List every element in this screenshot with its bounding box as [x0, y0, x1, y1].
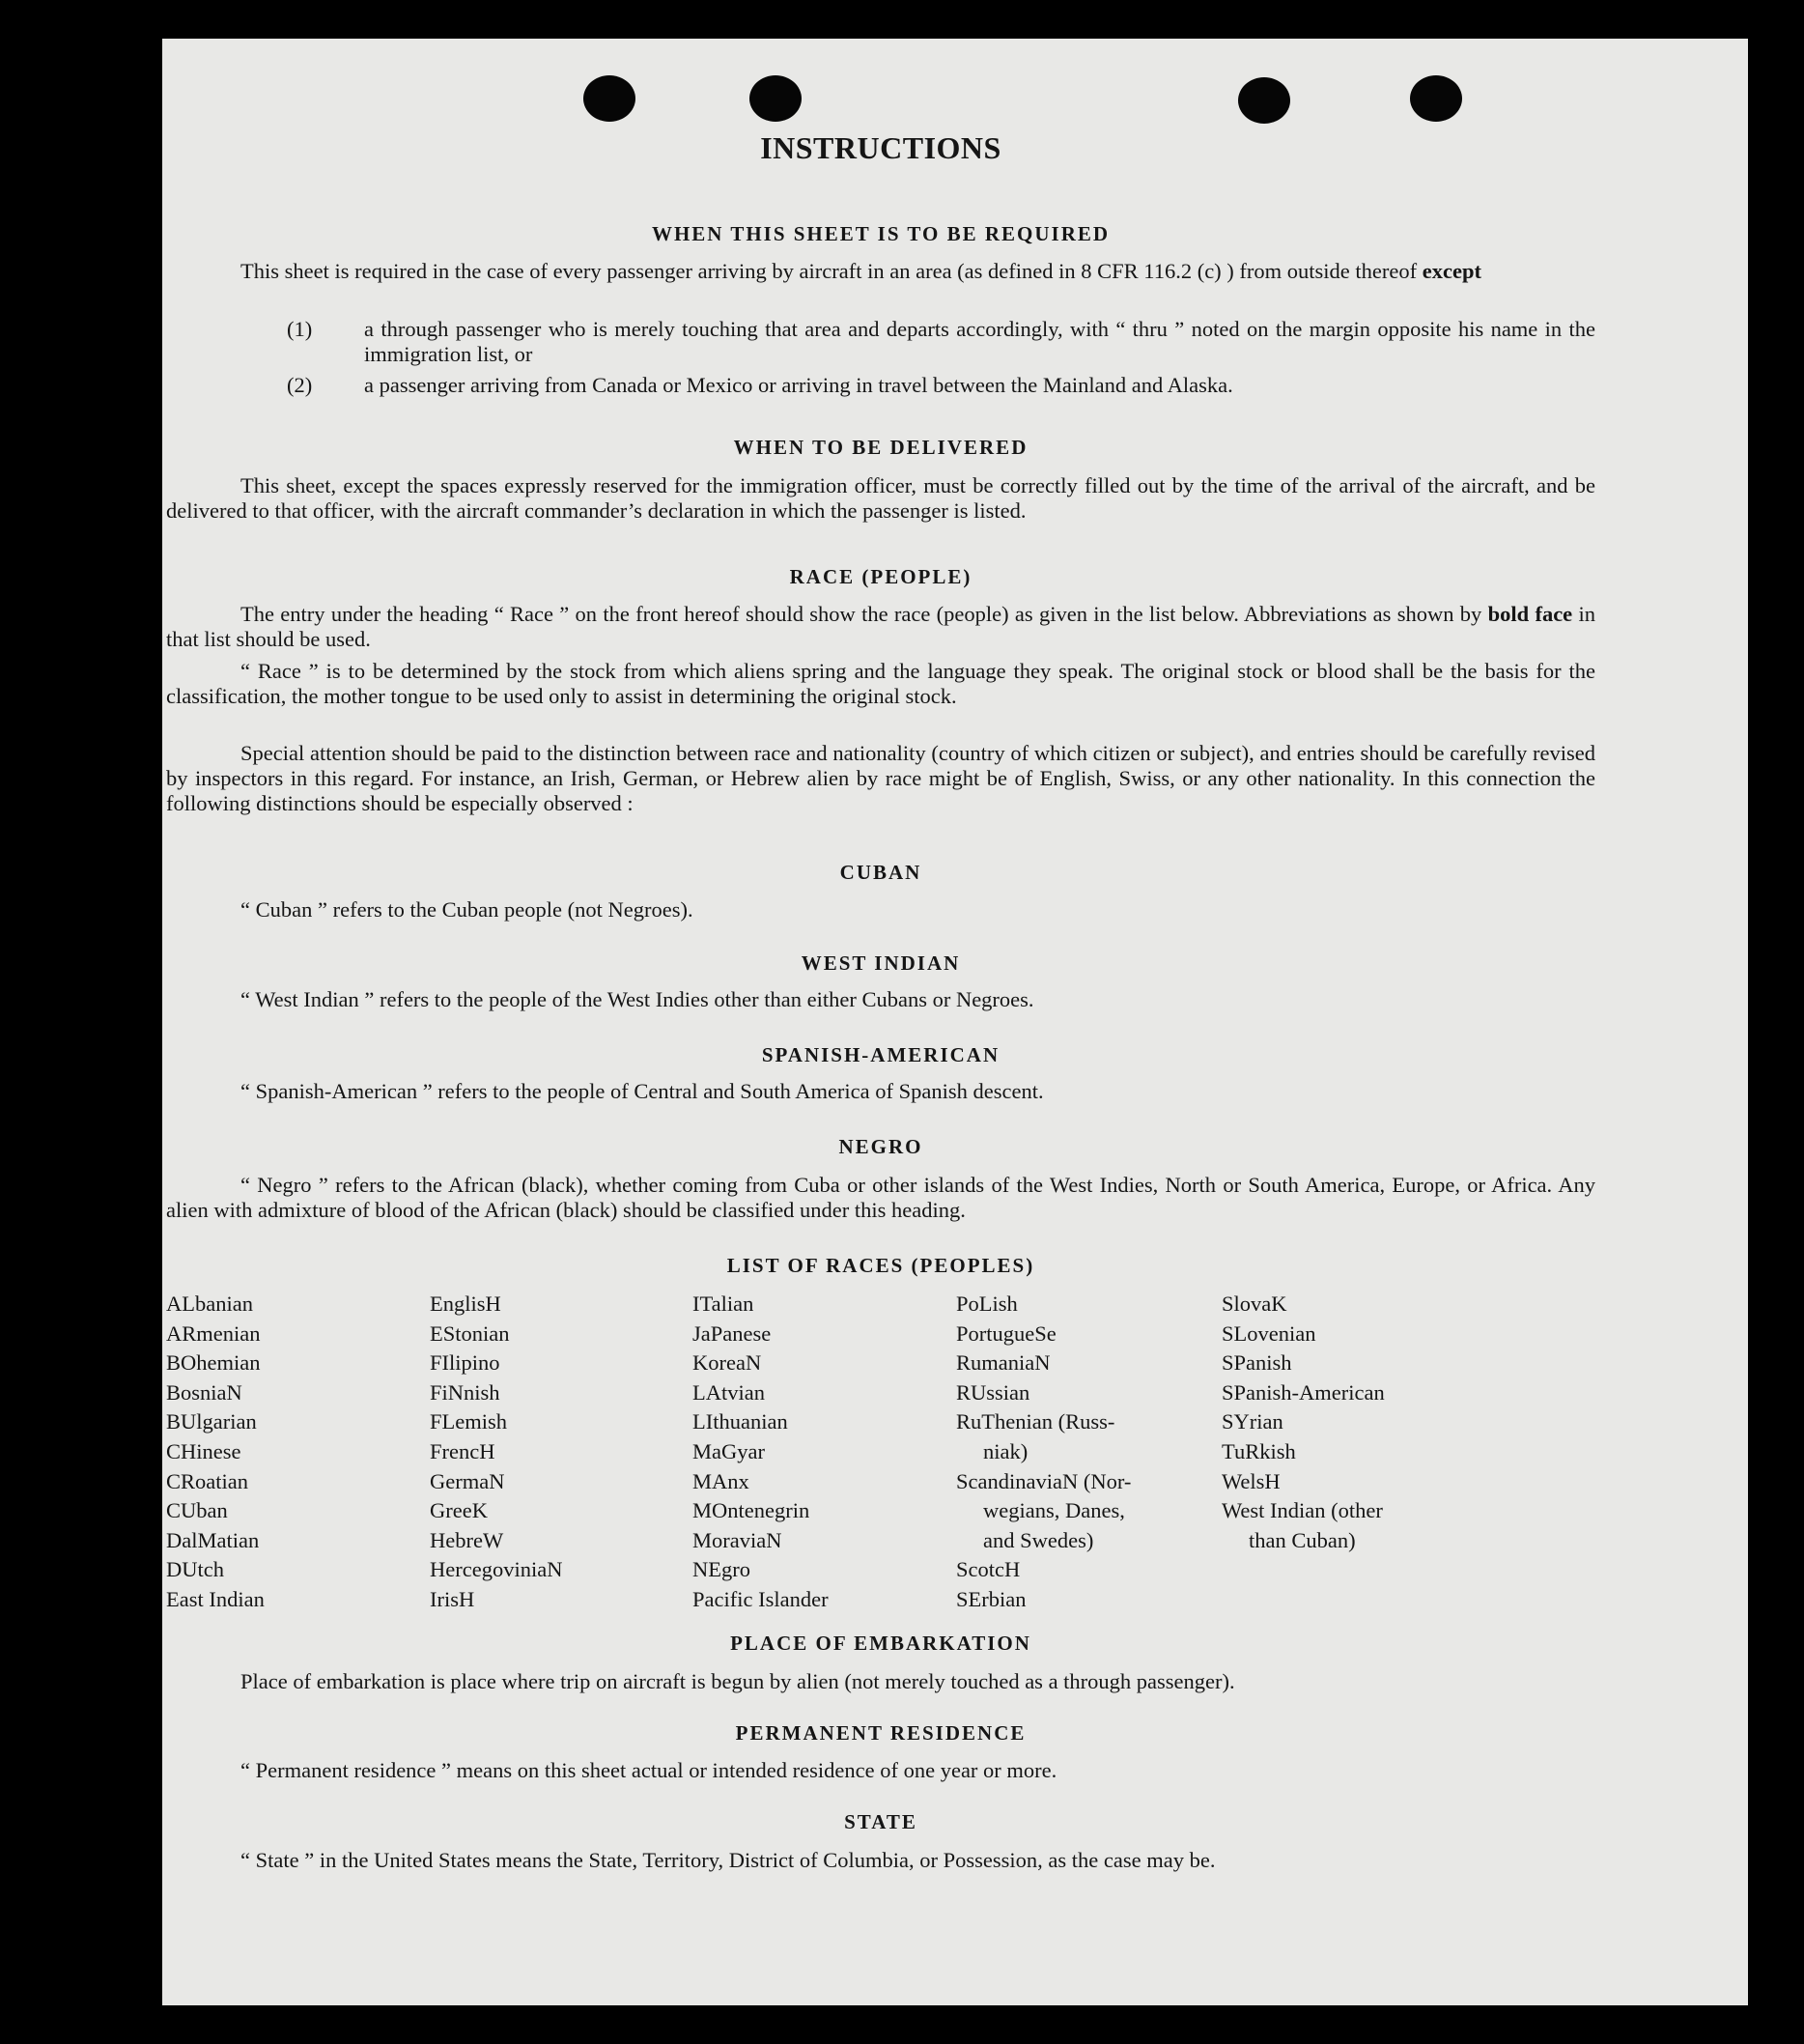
race-entry: MAnx [692, 1468, 749, 1493]
race-entry: GreeK [430, 1498, 488, 1523]
race-entry: Pacific Islander [692, 1586, 829, 1611]
heading-when-delivered: WHEN TO BE DELIVERED [733, 436, 1029, 459]
races-list [166, 1290, 1595, 1618]
race-entry: SYrian [1222, 1409, 1283, 1434]
race-entry: MaGyar [692, 1438, 765, 1463]
race-entry: FLemish [430, 1409, 508, 1434]
race-entry-continuation: and Swedes) [983, 1527, 1094, 1552]
race-entry: IrisH [430, 1586, 475, 1611]
race-entry: SlovaK [1222, 1292, 1287, 1316]
race-entry: BUlgarian [166, 1409, 257, 1434]
race-entry: DUtch [166, 1557, 224, 1582]
race-entry: CRoatian [166, 1468, 248, 1493]
race-entry: LIthuanian [692, 1409, 788, 1434]
race-entry: MOntenegrin [692, 1498, 810, 1523]
race-entry: CUban [166, 1498, 228, 1523]
paragraph-permanent-residence: “ Permanent residence ” means on this sheet actual or intended residence of one year or more. [240, 1758, 1057, 1782]
punch-hole [749, 75, 802, 122]
race-entry: BOhemian [166, 1350, 261, 1376]
races-column-2 [430, 1290, 562, 1615]
paragraph-race-1-c: in that list should be used. [166, 602, 1595, 651]
paragraph-required [166, 259, 1595, 284]
race-entry: LAtvian [692, 1379, 765, 1405]
paragraph-race-1 [166, 602, 1595, 652]
race-entry: DalMatian [166, 1527, 260, 1552]
race-entry: SPanish-American [1222, 1379, 1385, 1405]
race-entry: MoraviaN [692, 1527, 782, 1552]
race-entry: FrencH [430, 1438, 495, 1463]
exception-item-1-text: a through passenger who is merely touching that area and departs accordingly, with “ thru ” noted on the margin opposite his name in the immigration list, or [364, 317, 1595, 366]
page-title: INSTRUCTIONS [760, 130, 1001, 165]
race-entry: BosniaN [166, 1379, 242, 1405]
race-entry: SErbian [956, 1586, 1027, 1611]
race-entry: PoLish [956, 1292, 1018, 1316]
race-entry: ALbanian [166, 1292, 253, 1316]
race-entry: EStonian [430, 1320, 510, 1346]
races-column-5 [1222, 1290, 1385, 1555]
race-entry: FIlipino [430, 1350, 500, 1376]
exception-item-2-text: a passenger arriving from Canada or Mexico or arriving in travel between the Mainland and Alaska. [364, 373, 1233, 397]
heading-embarkation: PLACE OF EMBARKATION [730, 1632, 1031, 1655]
race-entry: SLovenian [1222, 1320, 1316, 1346]
race-entry: ScotcH [956, 1557, 1021, 1582]
heading-list-of-races: LIST OF RACES (PEOPLES) [726, 1254, 1035, 1277]
paragraph-west-indian: “ West Indian ” refers to the people of the West Indies other than either Cubans or Negroes. [240, 987, 1034, 1011]
paragraph-state: “ State ” in the United States means the State, Territory, District of Columbia, or Possession, as the case may be. [240, 1848, 1216, 1872]
races-column-3 [692, 1290, 829, 1615]
exception-item-2 [287, 373, 1595, 398]
race-entry: CHinese [166, 1438, 241, 1463]
exception-item-1 [287, 317, 1595, 367]
race-entry: ScandinaviaN (Nor- [956, 1468, 1132, 1493]
race-entry: RuThenian (Russ- [956, 1409, 1115, 1434]
race-entry: ARmenian [166, 1320, 261, 1346]
race-entry: KoreaN [692, 1350, 762, 1376]
race-entry: ITalian [692, 1292, 754, 1316]
punch-hole [583, 75, 635, 122]
race-entry: NEgro [692, 1557, 750, 1582]
exception-item-1-number: (1) [287, 317, 313, 341]
paragraph-required-except: except [1422, 259, 1481, 283]
heading-state: STATE [844, 1810, 917, 1833]
race-entry-continuation: than Cuban) [1249, 1527, 1356, 1552]
race-entry: HebreW [430, 1527, 504, 1552]
heading-west-indian: WEST INDIAN [801, 951, 961, 975]
heading-cuban: CUBAN [839, 861, 922, 884]
paragraph-required-text: This sheet is required in the case of every passenger arriving by aircraft in an area (as defined in 8 CFR 116.2 (c) ) from outside thereof [240, 259, 1418, 283]
paragraph-embarkation: Place of embarkation is place where trip on aircraft is begun by alien (not merely touched as a through passenger). [240, 1669, 1235, 1693]
race-entry: WelsH [1222, 1468, 1281, 1493]
race-entry: EnglisH [430, 1292, 501, 1316]
heading-spanish-american: SPANISH-AMERICAN [761, 1043, 1001, 1066]
race-entry: East Indian [166, 1586, 265, 1611]
race-entry: TuRkish [1222, 1438, 1296, 1463]
paragraph-negro: “ Negro ” refers to the African (black), whether coming from Cuba or other islands of the West Indies, North or South America, Europe, or Africa. Any alien with admixture of blood of the African (black) should be classified under this heading. [166, 1173, 1595, 1222]
heading-permanent-residence: PERMANENT RESIDENCE [735, 1721, 1027, 1745]
race-entry: GermaN [430, 1468, 505, 1493]
heading-negro: NEGRO [838, 1135, 923, 1158]
paragraph-cuban: “ Cuban ” refers to the Cuban people (not Negroes). [240, 897, 693, 922]
paragraph-delivered: This sheet, except the spaces expressly reserved for the immigration officer, must be correctly filled out by the time of the arrival of the aircraft, and be delivered to that officer, with the aircraft commander’s declaration in which the passenger is listed. [166, 473, 1595, 523]
punch-hole [1238, 77, 1290, 124]
race-entry: West Indian (other [1222, 1498, 1383, 1523]
race-entry: SPanish [1222, 1350, 1292, 1376]
race-entry: FiNnish [430, 1379, 500, 1405]
races-column-1 [166, 1290, 265, 1615]
races-column-4 [956, 1290, 1131, 1615]
race-entry: HercegoviniaN [430, 1557, 563, 1582]
punch-hole [1410, 75, 1462, 122]
heading-when-required: WHEN THIS SHEET IS TO BE REQUIRED [651, 222, 1111, 245]
race-entry: RumaniaN [956, 1350, 1051, 1376]
paragraph-race-3: Special attention should be paid to the distinction between race and nationality (country of which citizen or subject), and entries should be carefully revised by inspectors in this regard. For instance, an Irish, German, or Hebrew alien by race might be of English, Swiss, or any other nationality. In this connection the following distinctions should be especially observed : [166, 741, 1595, 815]
paragraph-race-1-bold: bold face [1487, 602, 1573, 626]
heading-race: RACE (PEOPLE) [789, 565, 972, 588]
race-entry: JaPanese [692, 1320, 772, 1346]
paragraph-race-1-a: The entry under the heading “ Race ” on the front hereof should show the race (people) as given in the list below. Abbreviations as shown by [240, 602, 1482, 626]
race-entry-continuation: niak) [983, 1438, 1029, 1463]
race-entry-continuation: wegians, Danes, [983, 1498, 1125, 1523]
paragraph-spanish-american: “ Spanish-American ” refers to the people of Central and South America of Spanish descent. [240, 1079, 1044, 1103]
exception-item-2-number: (2) [287, 373, 313, 397]
race-entry: PortugueSe [956, 1320, 1057, 1346]
race-entry: RUssian [956, 1379, 1030, 1405]
paragraph-race-2: “ Race ” is to be determined by the stock from which aliens spring and the language they speak. The original stock or blood shall be the basis for the classification, the mother tongue to be used only to assist in determining the original stock. [166, 659, 1595, 708]
